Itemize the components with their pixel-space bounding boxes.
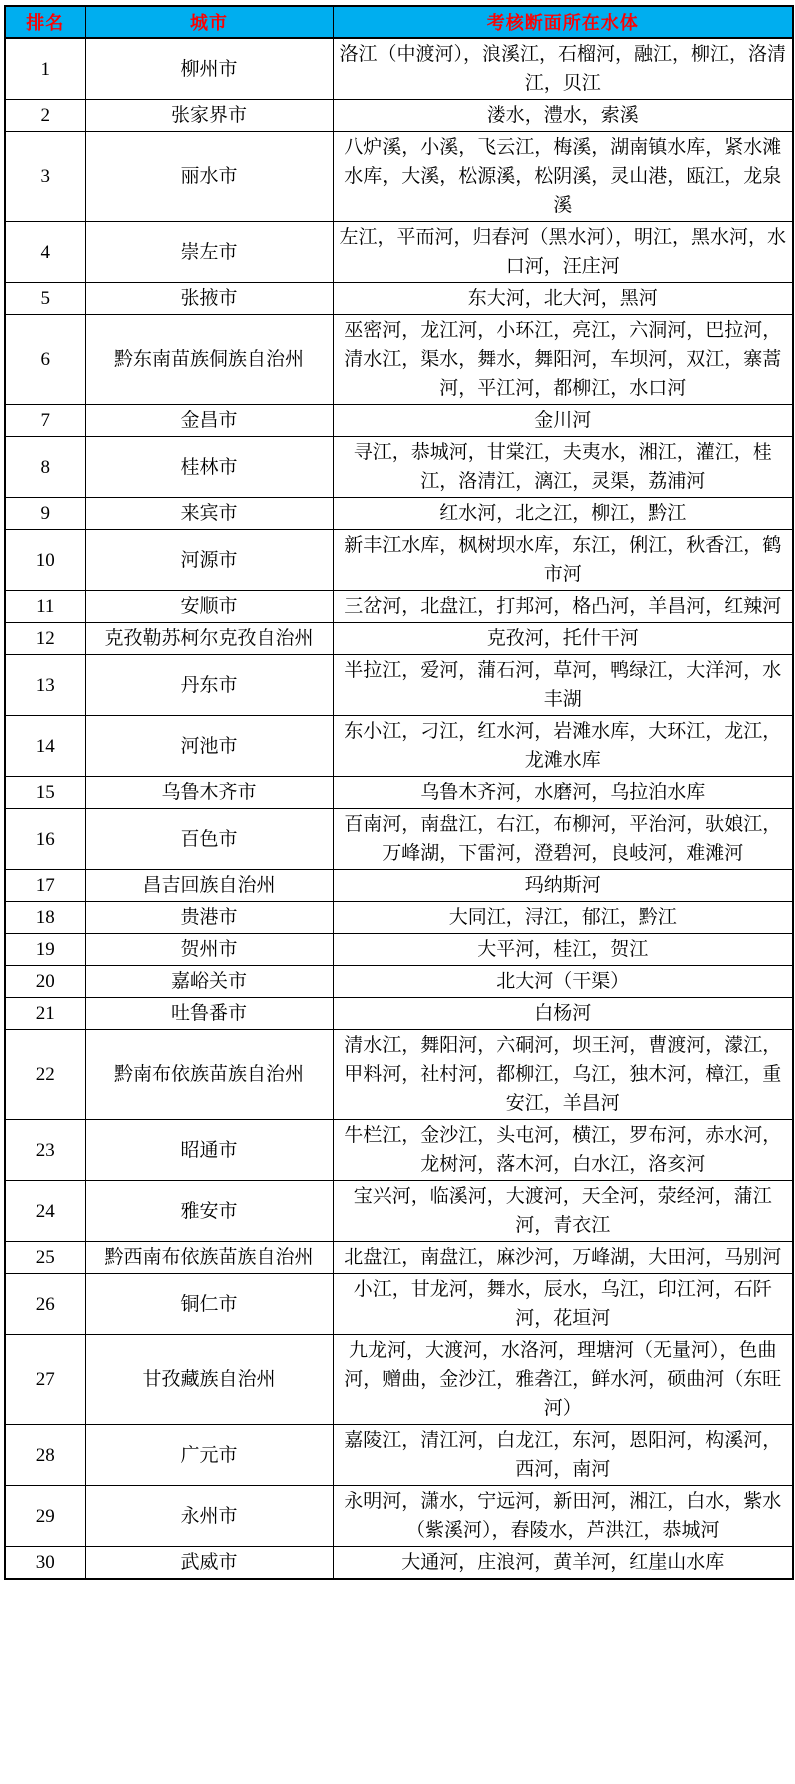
table-row [5, 1547, 793, 1580]
cell-rank: 10 [5, 530, 85, 591]
table-row [5, 100, 793, 132]
cell-rank: 27 [5, 1335, 85, 1425]
cell-city: 黔南布依族苗族自治州 [85, 1030, 333, 1120]
cell-city: 永州市 [85, 1486, 333, 1547]
cell-water-bodies: 嘉陵江，清江河，白龙江，东河，恩阳河，构溪河，西河，南河 [333, 1425, 793, 1486]
table-row [5, 655, 793, 716]
cell-rank: 26 [5, 1274, 85, 1335]
table-row [5, 1242, 793, 1274]
header-city: 城市 [85, 6, 333, 38]
cell-water-bodies: 溇水，澧水，索溪 [333, 100, 793, 132]
cell-water-bodies: 大同江，浔江，郁江，黔江 [333, 902, 793, 934]
table-row [5, 591, 793, 623]
cell-water-bodies: 克孜河，托什干河 [333, 623, 793, 655]
cell-water-bodies: 白杨河 [333, 998, 793, 1030]
cell-city: 张掖市 [85, 283, 333, 315]
table-row [5, 998, 793, 1030]
table-row [5, 966, 793, 998]
cell-city: 武威市 [85, 1547, 333, 1580]
cell-water-bodies: 乌鲁木齐河，水磨河，乌拉泊水库 [333, 777, 793, 809]
cell-rank: 20 [5, 966, 85, 998]
cell-city: 黔西南布依族苗族自治州 [85, 1242, 333, 1274]
cell-water-bodies: 牛栏江，金沙江，头屯河，横江，罗布河，赤水河，龙树河，落木河，白水江，洛亥河 [333, 1120, 793, 1181]
cell-water-bodies: 东大河，北大河，黑河 [333, 283, 793, 315]
table-row [5, 934, 793, 966]
table-row [5, 1486, 793, 1547]
cell-city: 崇左市 [85, 222, 333, 283]
cell-city: 克孜勒苏柯尔克孜自治州 [85, 623, 333, 655]
cell-city: 贵港市 [85, 902, 333, 934]
cell-rank: 29 [5, 1486, 85, 1547]
cell-rank: 17 [5, 870, 85, 902]
table-row [5, 1274, 793, 1335]
cell-rank: 2 [5, 100, 85, 132]
table-row [5, 283, 793, 315]
cell-city: 乌鲁木齐市 [85, 777, 333, 809]
cell-city: 丽水市 [85, 132, 333, 222]
cell-city: 张家界市 [85, 100, 333, 132]
table-row [5, 1181, 793, 1242]
cell-rank: 12 [5, 623, 85, 655]
cell-water-bodies: 永明河，潇水，宁远河，新田河，湘江，白水，紫水（紫溪河），舂陵水，芦洪江，恭城河 [333, 1486, 793, 1547]
cell-water-bodies: 大平河，桂江，贺江 [333, 934, 793, 966]
cell-rank: 4 [5, 222, 85, 283]
cell-rank: 21 [5, 998, 85, 1030]
cell-water-bodies: 巫密河，龙江河，小环江，亮江，六洞河，巴拉河，清水江，渠水，舞水，舞阳河，车坝河，双江，寨蒿河，平江河，都柳江，水口河 [333, 315, 793, 405]
cell-water-bodies: 宝兴河，临溪河，大渡河，天全河，荥经河，蒲江河，青衣江 [333, 1181, 793, 1242]
table-row [5, 1120, 793, 1181]
cell-water-bodies: 八炉溪，小溪，飞云江，梅溪，湖南镇水库，紧水滩水库，大溪，松源溪，松阴溪，灵山港，瓯江，龙泉溪 [333, 132, 793, 222]
cell-water-bodies: 小江，甘龙河，舞水，辰水，乌江，印江河，石阡河，花垣河 [333, 1274, 793, 1335]
cell-rank: 9 [5, 498, 85, 530]
table-row [5, 437, 793, 498]
table-row [5, 498, 793, 530]
cell-city: 嘉峪关市 [85, 966, 333, 998]
cell-rank: 30 [5, 1547, 85, 1580]
header-rank: 排名 [5, 6, 85, 38]
cell-rank: 22 [5, 1030, 85, 1120]
cell-city: 吐鲁番市 [85, 998, 333, 1030]
cell-water-bodies: 金川河 [333, 405, 793, 437]
cell-water-bodies: 左江，平而河，归春河（黑水河），明江，黑水河，水口河，汪庄河 [333, 222, 793, 283]
cell-city: 河源市 [85, 530, 333, 591]
cell-water-bodies: 北大河（干渠） [333, 966, 793, 998]
table-row [5, 222, 793, 283]
cell-rank: 24 [5, 1181, 85, 1242]
table-row [5, 132, 793, 222]
table-row [5, 623, 793, 655]
table-row [5, 38, 793, 100]
table-row [5, 870, 793, 902]
table-row [5, 902, 793, 934]
cell-city: 安顺市 [85, 591, 333, 623]
cell-city: 百色市 [85, 809, 333, 870]
cell-rank: 1 [5, 38, 85, 100]
city-water-ranking-table [4, 5, 794, 1580]
cell-rank: 18 [5, 902, 85, 934]
table-row [5, 1425, 793, 1486]
table-row [5, 530, 793, 591]
table-row [5, 1030, 793, 1120]
cell-rank: 7 [5, 405, 85, 437]
cell-rank: 19 [5, 934, 85, 966]
cell-rank: 14 [5, 716, 85, 777]
cell-water-bodies: 东小江，刁江，红水河，岩滩水库，大环江，龙江，龙滩水库 [333, 716, 793, 777]
cell-rank: 11 [5, 591, 85, 623]
cell-rank: 5 [5, 283, 85, 315]
cell-water-bodies: 红水河，北之江，柳江，黔江 [333, 498, 793, 530]
cell-water-bodies: 新丰江水库，枫树坝水库，东江，俐江，秋香江，鹤市河 [333, 530, 793, 591]
cell-city: 甘孜藏族自治州 [85, 1335, 333, 1425]
cell-city: 丹东市 [85, 655, 333, 716]
cell-rank: 28 [5, 1425, 85, 1486]
cell-water-bodies: 清水江，舞阳河，六硐河，坝王河，曹渡河，濛江，甲料河，社村河，都柳江，乌江，独木河，樟江，重安江，羊昌河 [333, 1030, 793, 1120]
table-row [5, 315, 793, 405]
cell-city: 河池市 [85, 716, 333, 777]
cell-rank: 13 [5, 655, 85, 716]
cell-city: 桂林市 [85, 437, 333, 498]
table-header [5, 6, 793, 38]
cell-water-bodies: 半拉江，爱河，蒲石河，草河，鸭绿江，大洋河，水丰湖 [333, 655, 793, 716]
cell-water-bodies: 寻江，恭城河，甘棠江，夫夷水，湘江，灌江，桂江，洛清江，漓江，灵渠，荔浦河 [333, 437, 793, 498]
cell-water-bodies: 九龙河，大渡河，水洛河，理塘河（无量河），色曲河，赠曲，金沙江，雅砻江，鲜水河，硕曲河（东旺河） [333, 1335, 793, 1425]
cell-city: 昌吉回族自治州 [85, 870, 333, 902]
cell-city: 广元市 [85, 1425, 333, 1486]
table-row [5, 809, 793, 870]
cell-city: 柳州市 [85, 38, 333, 100]
cell-rank: 6 [5, 315, 85, 405]
cell-rank: 25 [5, 1242, 85, 1274]
cell-rank: 15 [5, 777, 85, 809]
cell-rank: 23 [5, 1120, 85, 1181]
table-row [5, 405, 793, 437]
cell-rank: 16 [5, 809, 85, 870]
table-row [5, 716, 793, 777]
cell-rank: 8 [5, 437, 85, 498]
cell-rank: 3 [5, 132, 85, 222]
cell-city: 雅安市 [85, 1181, 333, 1242]
cell-city: 来宾市 [85, 498, 333, 530]
header-water-bodies: 考核断面所在水体 [333, 6, 793, 38]
table-body [5, 38, 793, 1579]
cell-city: 金昌市 [85, 405, 333, 437]
cell-city: 铜仁市 [85, 1274, 333, 1335]
cell-water-bodies: 大通河，庄浪河，黄羊河，红崖山水库 [333, 1547, 793, 1580]
table-row [5, 1335, 793, 1425]
header-row [5, 6, 793, 38]
cell-water-bodies: 北盘江，南盘江，麻沙河，万峰湖，大田河，马别河 [333, 1242, 793, 1274]
cell-city: 昭通市 [85, 1120, 333, 1181]
cell-city: 贺州市 [85, 934, 333, 966]
table-row [5, 777, 793, 809]
cell-water-bodies: 百南河，南盘江，右江，布柳河，平治河，驮娘江，万峰湖，下雷河，澄碧河，良岐河，难滩河 [333, 809, 793, 870]
cell-water-bodies: 洛江（中渡河），浪溪江，石榴河，融江，柳江，洛清江，贝江 [333, 38, 793, 100]
cell-city: 黔东南苗族侗族自治州 [85, 315, 333, 405]
cell-water-bodies: 玛纳斯河 [333, 870, 793, 902]
cell-water-bodies: 三岔河，北盘江，打邦河，格凸河，羊昌河，红辣河 [333, 591, 793, 623]
